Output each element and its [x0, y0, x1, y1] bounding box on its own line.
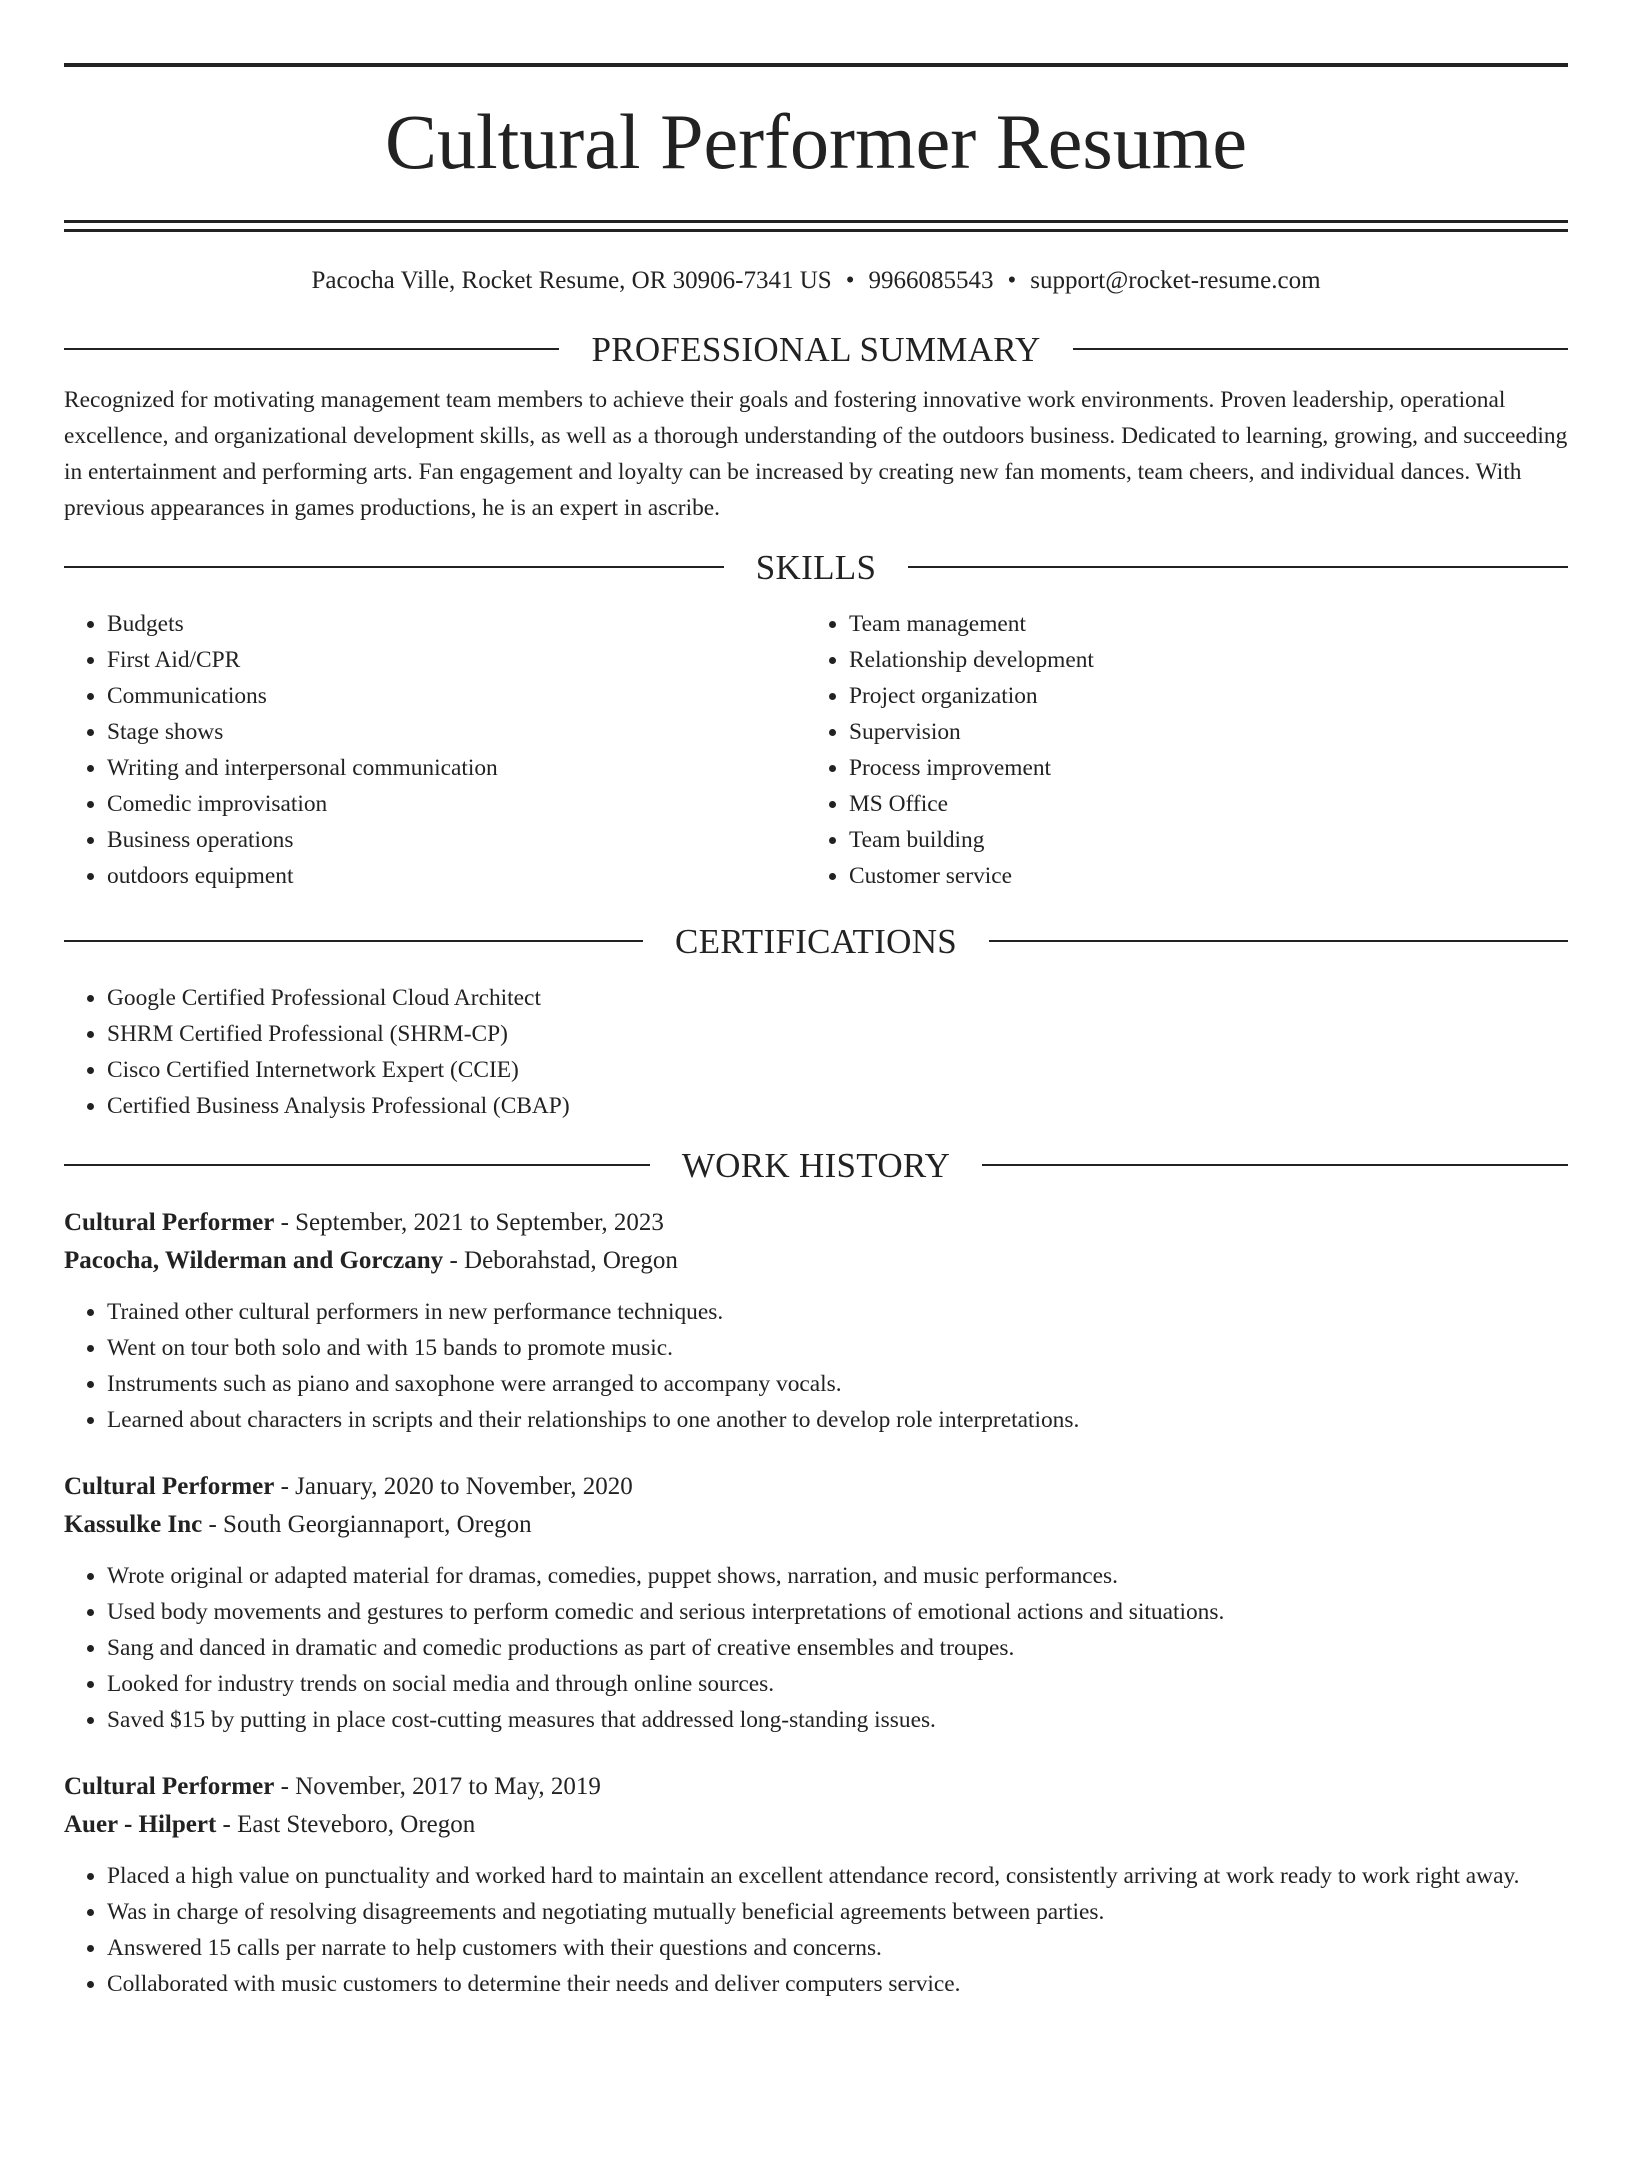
certification-item: • Cisco Certified Internetwork Expert (CCIE): [107, 1052, 1568, 1088]
job-bullet: • Instruments such as piano and saxophone were arranged to accompany vocals.: [107, 1366, 1568, 1402]
certification-item: • Google Certified Professional Cloud Architect: [107, 980, 1568, 1016]
skills-column-right: [806, 606, 1548, 894]
skill-item: • First Aid/CPR: [107, 642, 806, 678]
job-bullet: • Learned about characters in scripts and their relationships to one another to develop role interpretations.: [107, 1402, 1568, 1438]
skill-item: • Team management: [849, 606, 1548, 642]
heading-rule: [64, 1164, 650, 1166]
job-company: Kassulke Inc: [64, 1511, 203, 1538]
job-location: - Deborahstad, Oregon: [443, 1247, 678, 1274]
skills-list-left: [64, 606, 806, 894]
title-double-rule: [64, 220, 1568, 232]
heading-rule: [982, 1164, 1568, 1166]
skills-columns: [64, 606, 1568, 894]
skill-item: • Comedic improvisation: [107, 786, 806, 822]
job-bullet: • Collaborated with music customers to determine their needs and deliver computers service.: [107, 1966, 1568, 2002]
contact-email[interactable]: support@rocket-resume.com: [1030, 267, 1321, 294]
job-bullet: • Trained other cultural performers in new performance techniques.: [107, 1294, 1568, 1330]
skill-item: • Project organization: [849, 678, 1548, 714]
skill-item: • outdoors equipment: [107, 858, 806, 894]
skill-item: • Team building: [849, 822, 1548, 858]
skill-item: • Budgets: [107, 606, 806, 642]
contact-phone: 9966085543: [868, 267, 994, 294]
heading-rule: [989, 940, 1568, 942]
summary-text: Recognized for motivating management team members to achieve their goals and fostering innovative work environments. Proven leadership, operational excellence, and organizational development skills, as well as a thorough understanding of the outdoors business. Dedicated to learning, growing, and succeeding in entertainment and performing arts. Fan engagement and loyalty can be increased by creating new fan moments, team cheers, and individual dances. With previous appearances in games productions, he is an expert in ascribe.: [64, 387, 1568, 521]
heading-rule: [1073, 348, 1568, 350]
resume-title: Cultural Performer Resume: [384, 98, 1248, 185]
skill-item: • Communications: [107, 678, 806, 714]
certification-item: • Certified Business Analysis Professional (CBAP): [107, 1088, 1568, 1124]
job-bullet: • Answered 15 calls per narrate to help customers with their questions and concerns.: [107, 1930, 1568, 1966]
skills-column-left: [64, 606, 806, 894]
contact-line: [64, 268, 1568, 298]
section-heading-work-history: [64, 1145, 1568, 1185]
job-bullet: • Saved $15 by putting in place cost-cutting measures that addressed long-standing issues.: [107, 1702, 1568, 1738]
job-bullet: • Sang and danced in dramatic and comedic productions as part of creative ensembles and troupes.: [107, 1630, 1568, 1666]
job-entry: [64, 1768, 1568, 2002]
resume-page: [0, 63, 1632, 2175]
job-bullets: [64, 1558, 1568, 1738]
job-bullet: • Placed a high value on punctuality and worked hard to maintain an excellent attendance record, consistently arriving at work ready to work right away.: [107, 1858, 1568, 1894]
job-company-line: [64, 1506, 1568, 1544]
job-title: Cultural Performer: [64, 1473, 275, 1500]
job-company-line: [64, 1806, 1568, 1844]
job-entry: [64, 1468, 1568, 1738]
section-title: SKILLS: [755, 547, 877, 587]
skill-item: • Business operations: [107, 822, 806, 858]
skill-item: • Relationship development: [849, 642, 1548, 678]
section-heading-certifications: [64, 921, 1568, 961]
job-bullets: [64, 1858, 1568, 2002]
certification-item: • SHRM Certified Professional (SHRM-CP): [107, 1016, 1568, 1052]
job-bullet: • Went on tour both solo and with 15 bands to promote music.: [107, 1330, 1568, 1366]
heading-rule: [64, 940, 643, 942]
top-rule: [64, 63, 1568, 67]
job-bullets: [64, 1294, 1568, 1438]
section-heading-summary: [64, 329, 1568, 369]
skill-item: • Customer service: [849, 858, 1548, 894]
heading-rule: [64, 348, 559, 350]
job-bullet: • Wrote original or adapted material for dramas, comedies, puppet shows, narration, and music performances.: [107, 1558, 1568, 1594]
job-entry: [64, 1204, 1568, 1438]
job-dates: - September, 2021 to September, 2023: [274, 1209, 664, 1236]
job-bullet: • Looked for industry trends on social media and through online sources.: [107, 1666, 1568, 1702]
skill-item: • Stage shows: [107, 714, 806, 750]
job-dates: - November, 2017 to May, 2019: [274, 1773, 601, 1800]
skill-item: • MS Office: [849, 786, 1548, 822]
job-bullet: • Was in charge of resolving disagreements and negotiating mutually beneficial agreements between parties.: [107, 1894, 1568, 1930]
section-title: CERTIFICATIONS: [674, 921, 958, 961]
contact-address: Pacocha Ville, Rocket Resume, OR 30906-7341 US: [311, 267, 832, 294]
section-title: PROFESSIONAL SUMMARY: [591, 329, 1041, 369]
job-title-line: [64, 1468, 1568, 1506]
job-title-line: [64, 1204, 1568, 1242]
job-company-line: [64, 1242, 1568, 1280]
job-company: Pacocha, Wilderman and Gorczany: [64, 1247, 444, 1274]
section-title: WORK HISTORY: [681, 1145, 951, 1185]
job-bullet: • Used body movements and gestures to perform comedic and serious interpretations of emotional actions and situations.: [107, 1594, 1568, 1630]
contact-separator: •: [1007, 267, 1017, 294]
job-company: Auer - Hilpert: [64, 1811, 217, 1838]
skills-list-right: [806, 606, 1548, 894]
certifications-list: [64, 980, 1568, 1124]
job-location: - East Steveboro, Oregon: [216, 1811, 476, 1838]
skill-item: • Writing and interpersonal communication: [107, 750, 806, 786]
heading-rule: [64, 566, 724, 568]
job-title: Cultural Performer: [64, 1209, 275, 1236]
job-title-line: [64, 1768, 1568, 1806]
job-title: Cultural Performer: [64, 1773, 275, 1800]
contact-separator: •: [845, 267, 855, 294]
skill-item: • Supervision: [849, 714, 1548, 750]
skill-item: • Process improvement: [849, 750, 1548, 786]
section-heading-skills: [64, 547, 1568, 587]
heading-rule: [908, 566, 1568, 568]
job-location: - South Georgiannaport, Oregon: [202, 1511, 532, 1538]
job-dates: - January, 2020 to November, 2020: [274, 1473, 633, 1500]
